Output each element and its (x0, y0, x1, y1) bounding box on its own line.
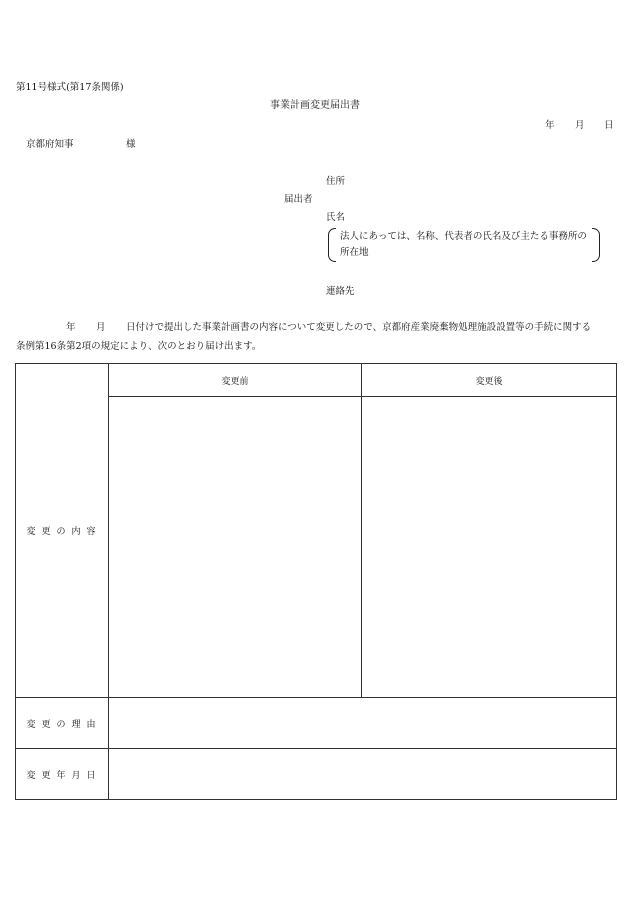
body-year-label: 年 (66, 322, 76, 333)
corporate-note-line1: 法人にあっては、名称、代表者の氏名及び主たる事務所の (340, 231, 587, 242)
date-day-label: 日 (604, 120, 614, 131)
addressee-honorific: 様 (126, 139, 136, 150)
change-date-cell[interactable] (109, 749, 617, 800)
date-month-label: 月 (575, 120, 585, 131)
document-title: 事業計画変更届出書 (270, 100, 360, 111)
name-label: 氏名 (326, 212, 346, 223)
after-change-cell[interactable] (362, 397, 617, 698)
change-content-label: 変更の内容 (16, 364, 109, 698)
addressee-name: 京都府知事 (26, 139, 74, 150)
before-change-cell[interactable] (109, 397, 362, 698)
contact-label: 連絡先 (326, 286, 355, 297)
left-bracket (328, 228, 336, 262)
right-bracket (592, 228, 600, 262)
notifier-label: 届出者 (284, 194, 313, 205)
before-change-header: 変更前 (109, 364, 362, 397)
body-text-line2: 条例第16条第2項の規定により、次のとおり届け出ます。 (16, 341, 262, 352)
body-month-label: 月 (96, 322, 106, 333)
change-table (15, 363, 617, 800)
corporate-note (328, 228, 600, 262)
body-text-line1: 日付けで提出した事業計画書の内容について変更したので、京都府産業廃棄物処理施設設置等の手続に関する (126, 322, 592, 333)
after-change-header: 変更後 (362, 364, 617, 397)
corporate-note-line2: 所在地 (340, 247, 369, 258)
change-date-label: 変更年月日 (16, 749, 109, 800)
address-label: 住所 (326, 176, 346, 187)
date-year-label: 年 (545, 120, 555, 131)
form-number: 第11号様式(第17条関係) (16, 82, 124, 93)
change-reason-label: 変更の理由 (16, 698, 109, 749)
change-reason-cell[interactable] (109, 698, 617, 749)
